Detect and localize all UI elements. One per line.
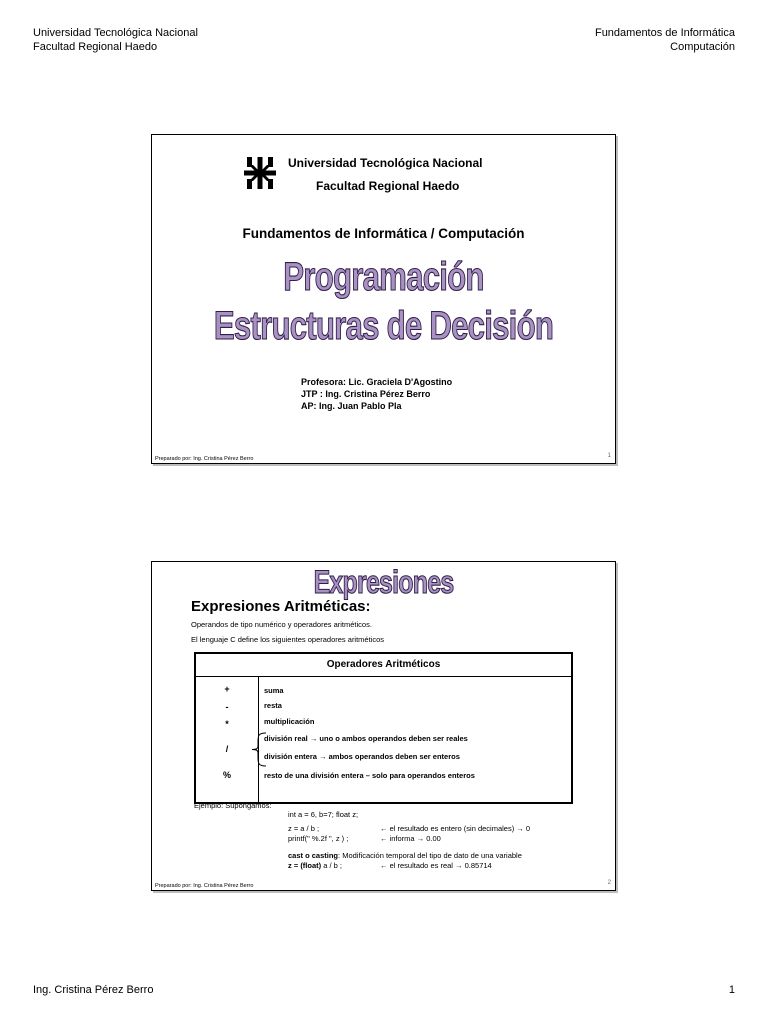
- operator-description: división real → uno o ambos operandos deben ser reales: [264, 734, 468, 743]
- slide-2: [151, 561, 616, 891]
- operator-description: suma: [264, 686, 284, 695]
- example-comment-3: ← el resultado es real → 0.85714: [380, 861, 492, 870]
- slide1-faculty: Facultad Regional Haedo: [316, 179, 460, 193]
- operator-symbol: %: [222, 770, 231, 780]
- operator-description: resta: [264, 701, 282, 710]
- example-intro: Ejemplo: Supongamos:: [194, 801, 272, 810]
- operator-symbol: +: [224, 684, 230, 694]
- slide1-title-line1: Programación: [283, 255, 484, 299]
- slide1-university: Universidad Tecnológica Nacional: [288, 156, 483, 170]
- slide1-number: 1: [607, 453, 611, 459]
- slide-1: [151, 134, 616, 464]
- slide2-heading: Expresiones Aritméticas:: [191, 598, 371, 615]
- operator-description: resto de una división entera – solo para operandos enteros: [264, 771, 475, 780]
- cast-label: cast o casting: [288, 851, 339, 860]
- header-faculty: Facultad Regional Haedo: [33, 41, 158, 53]
- slide2-prepared-by: Preparado por: Ing. Cristina Pérez Berro: [155, 883, 254, 889]
- header-course: Fundamentos de Informática: [594, 27, 735, 39]
- example-comment-2: ← informa → 0.00: [380, 834, 441, 843]
- code3-cast: (float): [300, 861, 322, 870]
- operator-description: división entera → ambos operandos deben ser enteros: [264, 752, 460, 761]
- example-code-2: printf(" %.2f ", z ) ;: [288, 834, 349, 843]
- operators-table: [194, 652, 573, 804]
- slide2-title: Expresiones: [313, 564, 454, 600]
- staff-jtp: JTP : Ing. Cristina Pérez Berro: [301, 389, 431, 399]
- slide1-course-title: Fundamentos de Informática / Computación: [242, 226, 525, 241]
- code3-part-a: z =: [288, 861, 301, 870]
- operators-table-title: Operadores Aritméticos: [196, 654, 571, 677]
- staff-ap: AP: Ing. Juan Pablo Pla: [301, 401, 402, 411]
- example-code-1: z = a / b ;: [288, 824, 320, 833]
- header-university: Universidad Tecnológica Nacional: [33, 27, 198, 39]
- slide1-staff-list: [301, 376, 452, 412]
- footer-page-number: 1: [728, 984, 735, 996]
- header-subject: Computación: [670, 41, 735, 53]
- staff-professor: Profesora: Lic. Graciela D'Agostino: [301, 377, 453, 387]
- footer-author: Ing. Cristina Pérez Berro: [33, 984, 154, 996]
- page-header-right: [595, 26, 735, 54]
- page-header-left: [33, 26, 198, 54]
- slide2-paragraph-1: Operandos de tipo numérico y operadores aritméticos.: [191, 620, 372, 629]
- slide2-number: 2: [607, 880, 611, 886]
- code3-part-c: a / b ;: [321, 861, 342, 870]
- operator-description: multiplicación: [264, 717, 315, 726]
- example-declaration: int a = 6, b=7; float z;: [288, 810, 359, 819]
- operator-symbol: -: [225, 702, 229, 712]
- operator-symbol: /: [225, 744, 229, 754]
- slide1-title-line2: Estructuras de Decisión: [213, 304, 554, 348]
- cast-line: [288, 851, 522, 860]
- slide1-prepared-by: Preparado por: Ing. Cristina Pérez Berro: [155, 456, 254, 462]
- example-comment-1: ← el resultado es entero (sin decimales) → 0: [380, 824, 531, 833]
- slide2-paragraph-2: El lenguaje C define los siguientes operadores aritméticos: [191, 635, 385, 644]
- cast-description: : Modificación temporal del tipo de dato de una variable: [338, 851, 522, 860]
- utn-logo-icon: [242, 156, 278, 190]
- example-code-3: [288, 861, 342, 870]
- operator-symbol: *: [225, 719, 229, 729]
